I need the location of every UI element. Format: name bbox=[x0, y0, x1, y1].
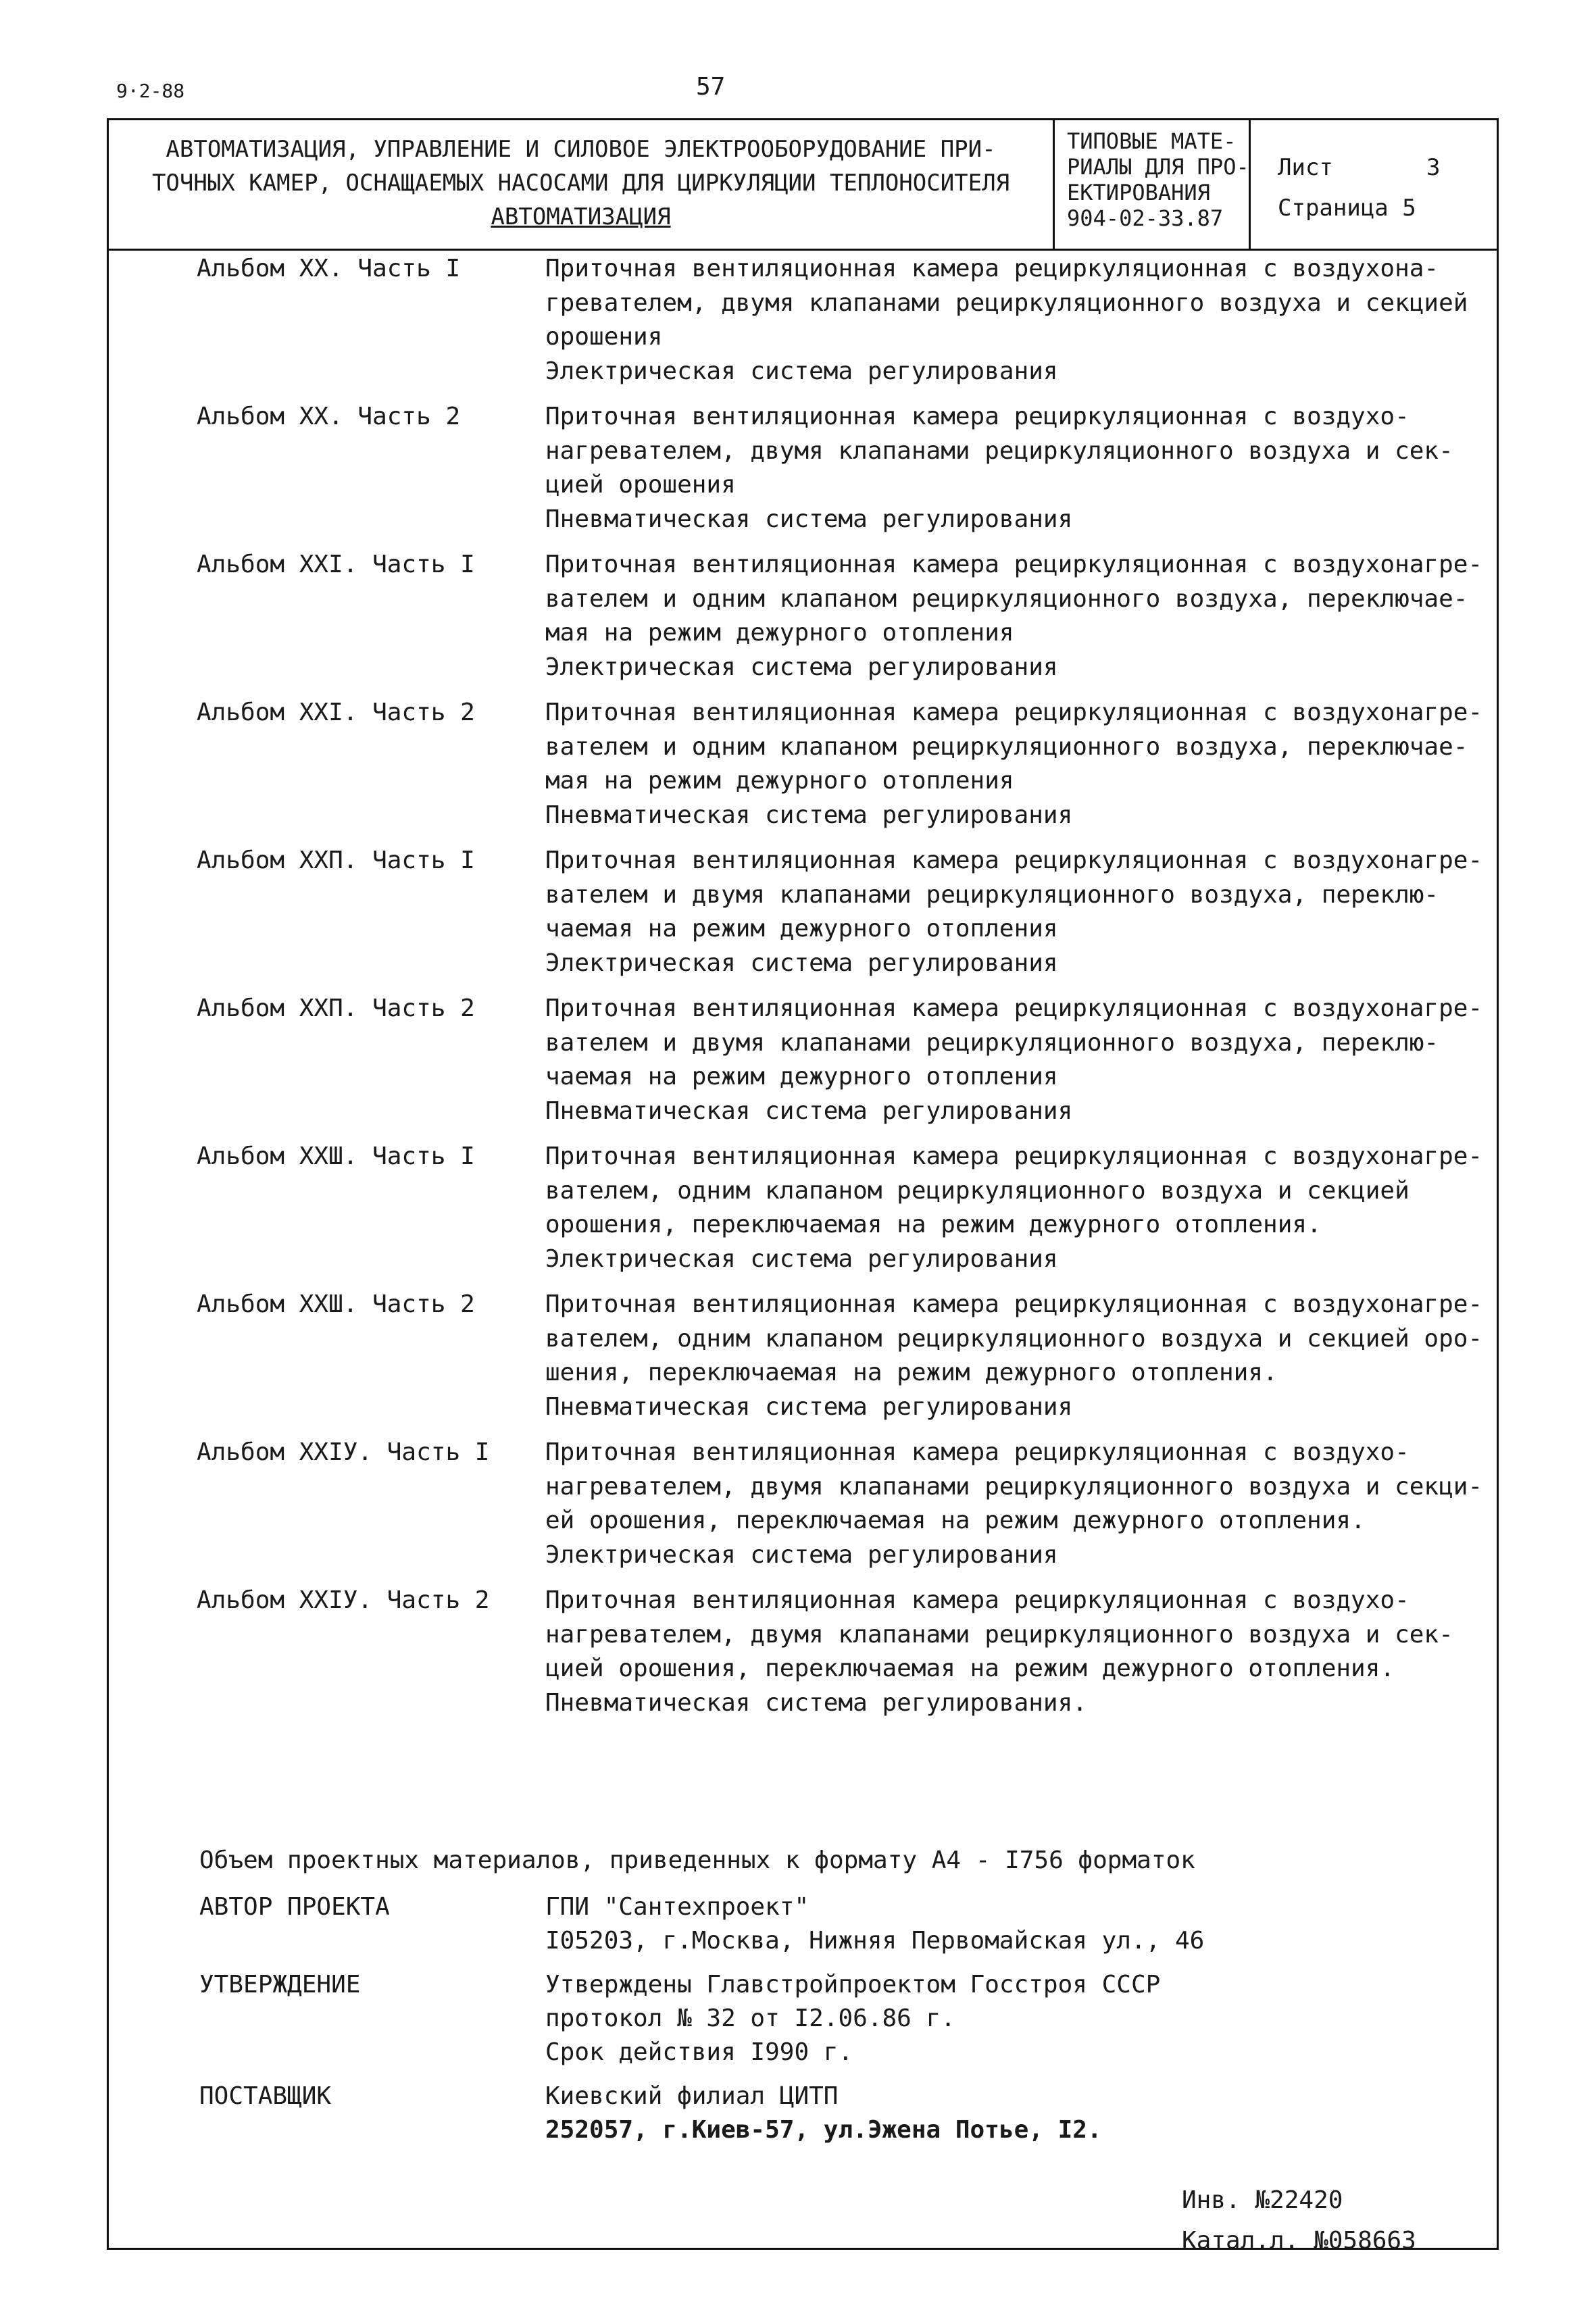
title-line: АВТОМАТИЗАЦИЯ, УПРАВЛЕНИЕ И СИЛОВОЕ ЭЛЕКТРООБОРУДОВАНИЕ ПРИ- bbox=[166, 136, 996, 163]
album-description bbox=[545, 992, 1497, 1128]
supplier-line: 252057, г.Киев-57, ул.Эжена Потье, I2. bbox=[545, 2116, 1102, 2144]
description-line: Пневматическая система регулирования bbox=[545, 505, 1073, 533]
description-line: вателем, одним клапаном рециркуляционного воздуха и секцией bbox=[545, 1176, 1410, 1205]
page-label: Страница 5 bbox=[1278, 195, 1416, 222]
album-reference: Альбом XXI. Часть I bbox=[197, 551, 475, 578]
description-line: чаемая на режим дежурного отопления bbox=[545, 915, 1058, 942]
description-line: вателем и одним клапаном рециркуляционного воздуха, переключае- bbox=[545, 732, 1468, 761]
supplier-value bbox=[545, 2080, 1102, 2147]
album-description bbox=[545, 844, 1497, 980]
description-line: цией орошения, переключаемая на режим дежурного отопления. bbox=[545, 1655, 1395, 1682]
series-designation bbox=[1055, 120, 1251, 249]
description-line: Электрическая система регулирования bbox=[545, 1540, 1058, 1569]
description-line: вателем и двумя клапанами рециркуляционного воздуха, переклю- bbox=[545, 880, 1439, 909]
description-line: Электрическая система регулирования bbox=[545, 949, 1058, 977]
title-subject: АВТОМАТИЗАЦИЯ bbox=[491, 203, 671, 230]
document-frame bbox=[107, 118, 1499, 2255]
album-reference: Альбом XXI. Часть 2 bbox=[197, 699, 475, 726]
description-line: мая на режим дежурного отопления bbox=[545, 619, 1014, 647]
description-line: нагревателем, двумя клапанами рециркуляционного воздуха и сек- bbox=[545, 436, 1453, 465]
description-line: Приточная вентиляционная камера рециркуляционная с воздухонагре- bbox=[545, 847, 1483, 874]
album-entry bbox=[109, 1288, 1497, 1424]
album-description bbox=[545, 1584, 1497, 1720]
album-reference: Альбом XXШ. Часть I bbox=[197, 1142, 475, 1170]
description-line: Приточная вентиляционная камера рециркуляционная с воздухонагре- bbox=[545, 699, 1483, 726]
album-entry bbox=[109, 1436, 1497, 1572]
document-code: 9·2-88 bbox=[116, 80, 185, 102]
approval-line: Утверждены Главстройпроектом Госстроя СССР bbox=[545, 1971, 1161, 1998]
description-line: орошения bbox=[545, 323, 663, 351]
series-line: РИАЛЫ ДЛЯ ПРО- bbox=[1067, 154, 1249, 180]
description-line: орошения, переключаемая на режим дежурного отопления. bbox=[545, 1211, 1322, 1238]
album-entry bbox=[109, 1584, 1497, 1720]
series-number: 904-02-33.87 bbox=[1067, 205, 1224, 231]
approval-label: УТВЕРЖДЕНИЕ bbox=[199, 1971, 361, 1998]
description-line: Приточная вентиляционная камера рециркуляционная с воздухонагре- bbox=[545, 551, 1483, 578]
album-description bbox=[545, 696, 1497, 832]
approval-line: протокол № 32 от I2.06.86 г. bbox=[545, 2005, 955, 2032]
sheet-value: 3 bbox=[1426, 154, 1441, 181]
description-line: Пневматическая система регулирования bbox=[545, 1392, 1073, 1421]
description-line: Приточная вентиляционная камера рециркуляционная с воздухонагре- bbox=[545, 1290, 1483, 1318]
title-line: ТОЧНЫХ КАМЕР, ОСНАЩАЕМЫХ НАСОСАМИ ДЛЯ ЦИРКУЛЯЦИИ ТЕПЛОНОСИТЕЛЯ bbox=[151, 170, 1010, 197]
author-label: АВТОР ПРОЕКТА bbox=[199, 1893, 390, 1921]
description-line: мая на режим дежурного отопления bbox=[545, 767, 1014, 795]
description-line: Электрическая система регулирования bbox=[545, 357, 1058, 385]
album-description bbox=[545, 1140, 1497, 1276]
description-line: шения, переключаемая на режим дежурного отопления. bbox=[545, 1359, 1278, 1386]
album-reference: Альбом XX. Часть I bbox=[197, 255, 461, 282]
album-reference: Альбом XXП. Часть I bbox=[197, 847, 475, 874]
series-line: ЕКТИРОВАНИЯ bbox=[1067, 180, 1210, 205]
title-block bbox=[109, 120, 1497, 251]
album-reference: Альбом XXП. Часть 2 bbox=[197, 995, 475, 1022]
album-description bbox=[545, 400, 1497, 536]
author-line: ГПИ "Сантехпроект" bbox=[545, 1893, 809, 1921]
approval-value bbox=[545, 1968, 1160, 2069]
album-entry bbox=[109, 992, 1497, 1128]
description-line: чаемая на режим дежурного отопления bbox=[545, 1063, 1058, 1090]
description-line: вателем, одним клапаном рециркуляционного воздуха и секцией оро- bbox=[545, 1324, 1483, 1353]
page-number: 57 bbox=[696, 73, 726, 101]
album-reference: Альбом XXШ. Часть 2 bbox=[197, 1290, 475, 1318]
description-line: Пневматическая система регулирования bbox=[545, 1097, 1073, 1125]
album-reference: Альбом XX. Часть 2 bbox=[197, 403, 461, 430]
description-line: Приточная вентиляционная камера рециркуляционная с воздухона- bbox=[545, 255, 1439, 282]
sheet-info bbox=[1251, 120, 1497, 249]
description-line: Пневматическая система регулирования. bbox=[545, 1688, 1087, 1717]
description-line: Пневматическая система регулирования bbox=[545, 801, 1073, 829]
album-description bbox=[545, 1436, 1497, 1572]
author-line: I05203, г.Москва, Нижняя Первомайская ул., 46 bbox=[545, 1927, 1205, 1955]
description-line: гревателем, двумя клапанами рециркуляционного воздуха и секцией bbox=[545, 288, 1468, 317]
album-reference: Альбом XXIУ. Часть I bbox=[197, 1438, 490, 1466]
approval-line: Срок действия I990 г. bbox=[545, 2038, 853, 2066]
document-title bbox=[109, 120, 1055, 249]
album-list bbox=[109, 252, 1497, 1732]
album-entry bbox=[109, 400, 1497, 536]
supplier-line: Киевский филиал ЦИТП bbox=[545, 2082, 839, 2110]
description-line: Приточная вентиляционная камера рециркуляционная с воздухо- bbox=[545, 403, 1410, 430]
description-line: цией орошения bbox=[545, 471, 736, 499]
supplier-label: ПОСТАВЩИК bbox=[199, 2082, 332, 2110]
sheet-row bbox=[1278, 154, 1441, 181]
album-entry bbox=[109, 696, 1497, 832]
description-line: ей орошения, переключаемая на режим дежурного отопления. bbox=[545, 1507, 1366, 1534]
catalog-number: Катал.л. №058663 bbox=[1182, 2227, 1416, 2255]
album-entry bbox=[109, 844, 1497, 980]
volume-statement: Объем проектных материалов, приведенных к формату А4 - I756 форматок bbox=[199, 1846, 1195, 1874]
description-line: нагревателем, двумя клапанами рециркуляционного воздуха и сек- bbox=[545, 1620, 1453, 1649]
description-line: Электрическая система регулирования bbox=[545, 653, 1058, 681]
album-reference: Альбом XXIУ. Часть 2 bbox=[197, 1586, 490, 1614]
album-description bbox=[545, 1288, 1497, 1424]
description-line: Приточная вентиляционная камера рециркуляционная с воздухо- bbox=[545, 1586, 1410, 1614]
description-line: вателем и двумя клапанами рециркуляционного воздуха, переклю- bbox=[545, 1028, 1439, 1057]
inventory-number: Инв. №22420 bbox=[1182, 2186, 1343, 2214]
description-line: нагревателем, двумя клапанами рециркуляционного воздуха и секци- bbox=[545, 1472, 1483, 1501]
description-line: Приточная вентиляционная камера рециркуляционная с воздухонагре- bbox=[545, 1142, 1483, 1170]
description-line: Электрическая система регулирования bbox=[545, 1244, 1058, 1273]
author-value bbox=[545, 1890, 1204, 1958]
album-entry bbox=[109, 548, 1497, 684]
description-line: Приточная вентиляционная камера рециркуляционная с воздухонагре- bbox=[545, 995, 1483, 1022]
sheet-label: Лист bbox=[1278, 154, 1333, 181]
series-line: ТИПОВЫЕ МАТЕ- bbox=[1067, 128, 1237, 154]
album-description bbox=[545, 252, 1497, 388]
album-entry bbox=[109, 1140, 1497, 1276]
description-line: вателем и одним клапаном рециркуляционного воздуха, переключае- bbox=[545, 584, 1468, 613]
album-description bbox=[545, 548, 1497, 684]
description-line: Приточная вентиляционная камера рециркуляционная с воздухо- bbox=[545, 1438, 1410, 1466]
album-entry bbox=[109, 252, 1497, 388]
